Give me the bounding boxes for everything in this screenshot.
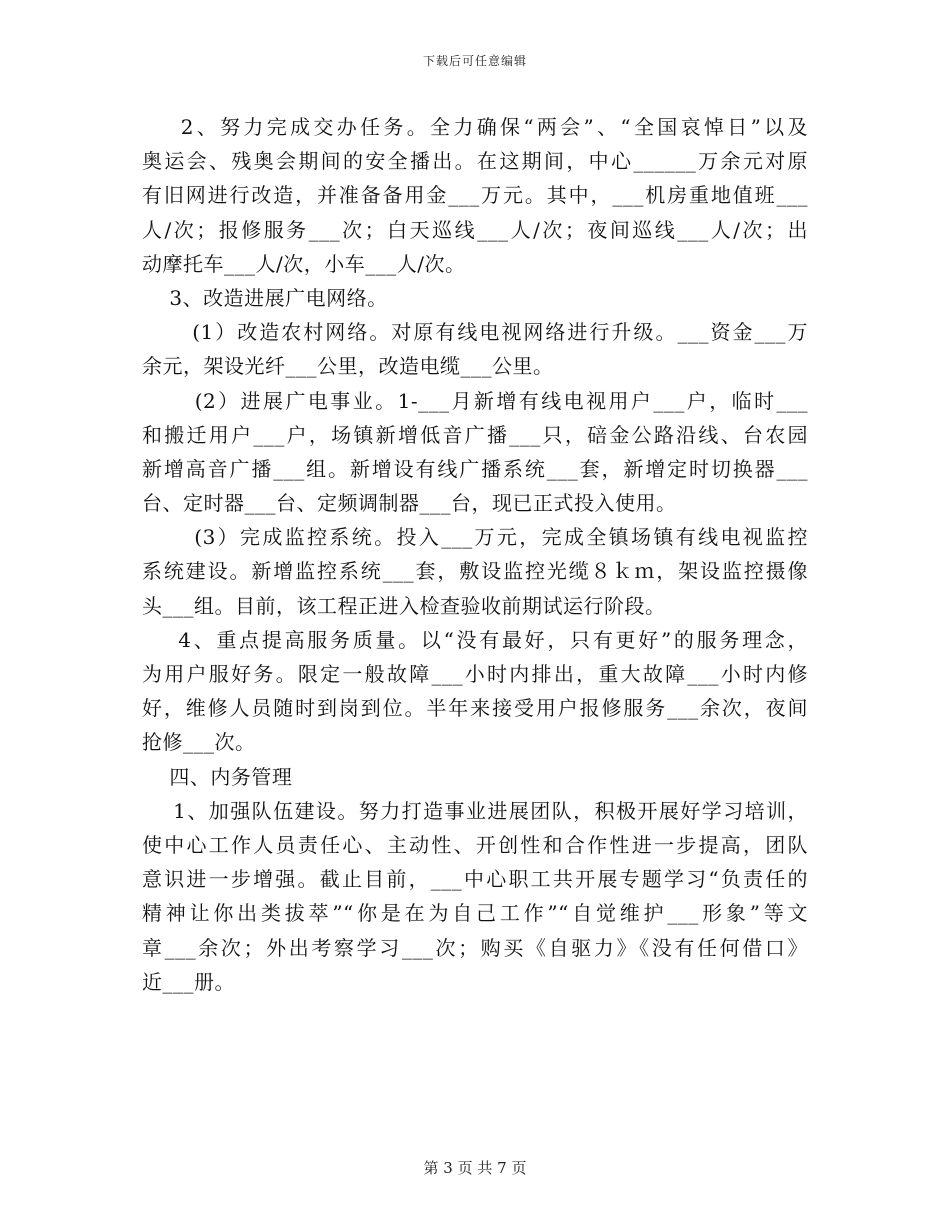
body-line: 为用户服好务。限定一般故障___小时内排出，重大故障___小时内修: [142, 662, 808, 686]
body-line: (2）进展广电事业。1-___月新增有线电视用户___户，临时___: [142, 388, 808, 413]
body-line: 头___组。目前，该工程正进入检查验收前期试运行阶段。: [142, 593, 666, 618]
body-line: 2、努力完成交办任务。全力确保“两会”、“全国哀悼日”以及: [142, 115, 808, 139]
body-line: 人/次；报修服务___次；白天巡线___人/次；夜间巡线___人/次；出: [142, 217, 808, 242]
body-line: 新增高音广播___组。新增设有线广播系统___套，新增定时切换器___: [142, 456, 808, 481]
body-line: (3）完成监控系统。投入___万元，完成全镇场镇有线电视监控: [142, 525, 808, 550]
body-line: 四、内务管理: [142, 764, 293, 789]
page-header: 下载后可任意编辑: [422, 54, 527, 68]
body-line: (1）改造农村网络。对原有线电视网络进行升级。___资金___万: [142, 320, 808, 345]
body-line: 台、定时器___台、定频调制器___台，现已正式投入使用。: [142, 491, 677, 516]
body-line: 精神让你出类拔萃”“你是在为自己工作”“自觉维护___形象”等文: [142, 901, 808, 926]
body-line: 奥运会、残奥会期间的安全播出。在这期间，中心______万余元对原: [142, 149, 808, 174]
body-line: 意识进一步增强。截止目前，___中心职工共开展专题学习“负责任的: [142, 867, 808, 892]
body-line: 好，维修人员随时到岗到位。半年来接受用户报修服务___余次，夜间: [142, 696, 808, 721]
body-line: 余元，架设光纤___公里，改造电缆___公里。: [142, 354, 554, 379]
body-line: 抢修___次。: [142, 730, 256, 755]
body-line: 使中心工作人员责任心、主动性、开创性和合作性进一步提高，团队: [142, 832, 808, 857]
body-line: 1、加强队伍建设。努力打造事业进展团队，积极开展好学习培训，: [142, 798, 808, 823]
body-line: 动摩托车___人/次，小车___人/次。: [142, 251, 466, 276]
document-body: [142, 110, 808, 999]
body-line: 近___册。: [142, 969, 235, 994]
body-line: 3、改造进展广电网络。: [142, 285, 388, 310]
body-line: 4、重点提高服务质量。以“没有最好，只有更好”的服务理念，: [142, 627, 808, 652]
body-line: 系统建设。新增监控系统___套，敷设监控光缆８ｋｍ，架设监控摄像: [142, 559, 808, 584]
body-line: 有旧网进行改造，并准备备用金___万元。其中，___机房重地值班___: [142, 183, 808, 208]
page-footer: 第 3 页 共 7 页: [423, 1159, 527, 1177]
body-line: 和搬迁用户___户，场镇新增低音广播___只，碚金公路沿线、台农园: [142, 422, 808, 447]
body-line: 章___余次；外出考察学习___次；购买《自驱力》《没有任何借口》: [142, 935, 808, 960]
